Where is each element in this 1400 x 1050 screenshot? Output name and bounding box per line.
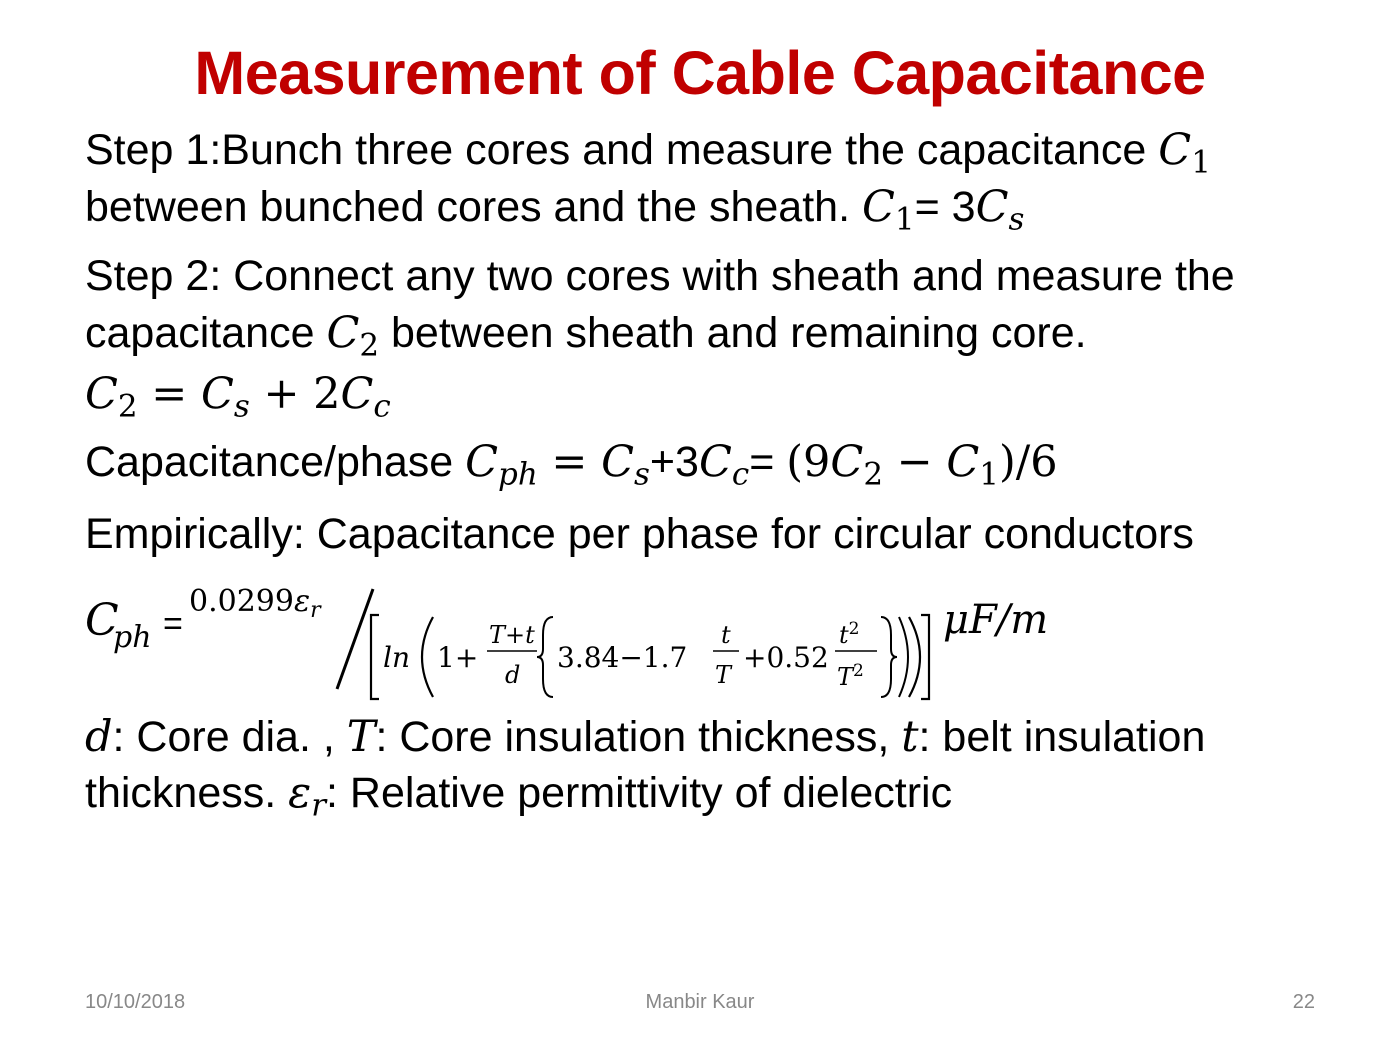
cap-phase-equals: =	[749, 438, 787, 486]
math-c2: $C_2$	[326, 308, 380, 364]
def-d-text: : Core dia. ,	[112, 713, 347, 761]
formula-slash	[337, 589, 373, 689]
def-T-text: : Core insulation thickness,	[375, 713, 902, 761]
def-line2-text: thickness.	[85, 769, 289, 817]
step1-line2-text: between bunched cores and the sheath.	[85, 183, 862, 231]
math-cs: $C_s$	[975, 182, 1025, 238]
formula-ln: ln	[383, 641, 410, 674]
formula-frac1-den: d	[505, 661, 521, 689]
definitions-line1: d: Core dia. , T: Core insulation thickness, t: belt insulation	[85, 712, 1206, 762]
formula-bracket-right	[921, 615, 929, 699]
formula-numerator: $0.0299\varepsilon_r$	[189, 585, 321, 623]
step1-text: Step 1:Bunch three cores and measure the capacitance	[85, 126, 1159, 174]
step1-line2	[85, 181, 1025, 238]
step2-line1	[85, 250, 1235, 302]
cap-phase-label: Capacitance/phase	[85, 438, 466, 486]
footer-page-number: 22	[1292, 991, 1315, 1013]
formula-paren-right-inner	[899, 617, 908, 697]
math-cph: $C_{ph}$	[465, 437, 538, 493]
cap-phase-plus: +3	[649, 438, 699, 486]
empirical-line	[85, 508, 1194, 560]
step1-line1	[85, 124, 1211, 181]
math-c1: $C_1$	[1158, 125, 1211, 181]
formula-lhs-sub: ph	[113, 620, 152, 655]
formula-frac3-num: $t^2$	[839, 619, 860, 649]
formula-one-plus: 1+	[437, 641, 479, 674]
formula-paren-left	[422, 617, 433, 697]
definitions-line2: thickness. $\varepsilon_r$: Relative permittivity of dielectric	[85, 768, 953, 824]
formula-const-b: +0.52	[743, 641, 829, 674]
step2-line2b: between sheath and remaining core.	[379, 309, 1087, 357]
step2-line2	[85, 307, 1087, 364]
slide-title: Measurement of Cable Capacitance	[194, 39, 1206, 107]
def-t-text: : belt insulation	[918, 713, 1206, 761]
formula-frac2-num: t	[721, 621, 731, 649]
formula-brace-right	[881, 617, 897, 697]
eq-c2: $C_2$	[85, 369, 138, 425]
footer-date: 10/10/2018	[85, 991, 186, 1013]
formula-paren-right	[909, 617, 920, 697]
math-c1b: $C_1$	[861, 182, 915, 238]
empirical-formula	[85, 585, 1185, 705]
step2-line2a: capacitance	[85, 309, 327, 357]
formula-brace-left	[537, 617, 553, 697]
cap-phase-rhs: $(9C_2 - C_1)/6$	[786, 437, 1058, 493]
step1-equation-sep: = 3	[914, 183, 976, 231]
formula-lhs: C	[85, 595, 119, 646]
step2-text: Step 2: Connect any two cores with sheath and measure the	[85, 252, 1235, 300]
cap-phase-line: Capacitance/phase $C_{ph} = C_s+3C_c= (9C_2 - C_1)/6$	[85, 437, 1058, 493]
formula-bracket-left	[371, 615, 379, 699]
formula-const-a: 3.84−1.7	[557, 641, 688, 674]
formula-unit: μF/m	[943, 597, 1049, 643]
formula-frac3-den: $T^2$	[837, 661, 864, 691]
def-er-text: : Relative permittivity of dielectric	[326, 769, 953, 817]
empirical-text: Empirically: Capacitance per phase for circular conductors	[85, 510, 1194, 558]
formula-equals: =	[163, 605, 183, 643]
formula-frac2-den: T	[715, 661, 732, 689]
formula-frac1-num: T+t	[489, 621, 535, 649]
step2-equation: $C_2 = C_s + 2C_c$	[85, 369, 391, 425]
footer-author: Manbir Kaur	[645, 991, 755, 1013]
